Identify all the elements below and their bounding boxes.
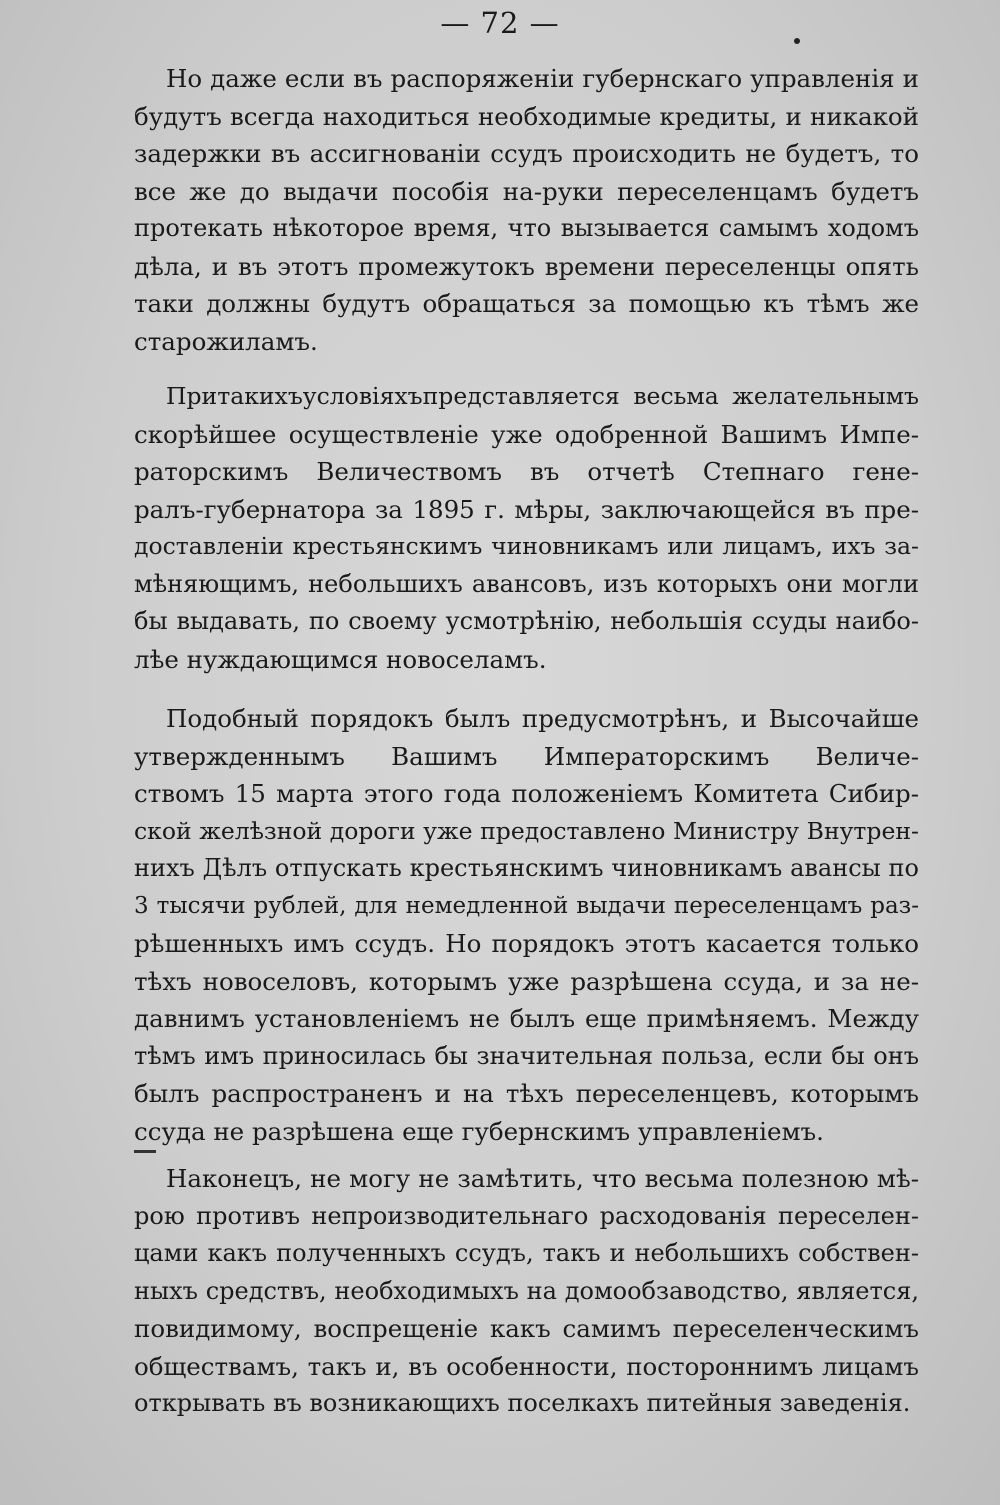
text-line: Притакихъусловіяхъпредставляется весьма желательнымъ: [166, 382, 919, 410]
paragraph-4: [134, 1160, 919, 1423]
text-line: таки должны будутъ обращаться за помощью къ тѣмъ же: [134, 289, 919, 318]
text-line: ствомъ 15 марта этого года положеніемъ Комитета Сибир-: [134, 779, 919, 808]
text-line: будутъ всегда находиться необходимые кредиты, и никакой: [134, 101, 919, 131]
text-line: утвержденнымъ Вашимъ Императорскимъ Величе-: [134, 741, 919, 771]
text-line: мѣняющимъ, небольшихъ авансовъ, изъ которыхъ они могли: [134, 569, 919, 598]
text-line: тѣхъ новоселовъ, которымъ уже разрѣшена ссуда, и за не-: [134, 966, 919, 996]
text-line: былъ распространенъ и на тѣхъ переселенцевъ, которымъ: [134, 1079, 919, 1108]
text-line: ссуда не разрѣшена еще губернскимъ управленіемъ.: [134, 1116, 824, 1146]
text-line: ралъ-губернатора за 1895 г. мѣры, заключающейся въ пре-: [134, 494, 919, 524]
text-line: ской желѣзной дороги уже предоставлено Министру Внутрен-: [134, 816, 919, 845]
text-line: скорѣйшее осуществленіе уже одобренной Вашимъ Импе-: [134, 419, 919, 449]
text-line: бы выдавать, по своему усмотрѣнію, небольшія ссуды наибо-: [134, 607, 919, 635]
text-line: 3 тысячи рублей, для немедленной выдачи переселенцамъ раз-: [134, 892, 919, 919]
text-line: старожиламъ.: [134, 326, 318, 356]
text-line: обществамъ, такъ и, въ особенности, постороннимъ лицамъ: [134, 1351, 919, 1381]
text-line: задержки въ ассигнованіи ссудъ происходить не будетъ, то: [134, 139, 919, 168]
text-line: открывать въ возникающихъ поселкахъ питейныя заведенія.: [134, 1389, 911, 1417]
text-line: дѣла, и въ этотъ промежутокъ времени переселенцы опять: [134, 251, 919, 281]
text-line: все же до выдачи пособія на-руки переселенцамъ будетъ: [134, 176, 919, 206]
text-line: раторскимъ Величествомъ въ отчетѣ Степнаго гене-: [134, 457, 919, 486]
text-line: ныхъ средствъ, необходимыхъ на домообзаводство, является,: [134, 1276, 919, 1305]
text-line: рою противъ непроизводительнаго расходованія переселен-: [134, 1201, 919, 1230]
text-line: протекать нѣкоторое время, что вызывается самымъ ходомъ: [134, 214, 919, 242]
text-line: доставленіи крестьянскимъ чиновникамъ или лицамъ, ихъ за-: [134, 532, 919, 560]
paragraph-2: [134, 378, 919, 678]
paragraph-3: [134, 700, 919, 1150]
text-line: повидимому, воспрещеніе какъ самимъ переселенческимъ: [134, 1314, 919, 1343]
text-line: Подобный порядокъ былъ предусмотрѣнъ, и Высочайше: [166, 704, 919, 733]
text-line: лѣе нуждающимся новоселамъ.: [134, 644, 547, 674]
text-line: тѣмъ имъ приносилась бы значительная польза, если бы онъ: [134, 1041, 919, 1070]
text-line: нихъ Дѣлъ отпускать крестьянскимъ чиновникамъ авансы по: [134, 854, 919, 882]
text-line: Наконецъ, не могу не замѣтить, что весьма полезною мѣ-: [166, 1164, 919, 1193]
text-line: цами какъ полученныхъ ссудъ, такъ и небольшихъ собствен-: [134, 1239, 919, 1267]
ink-dot: [794, 38, 800, 44]
text-line: Но даже если въ распоряженіи губернскаго управленія и: [166, 64, 919, 93]
paragraph-1: [134, 60, 919, 360]
margin-dash: [134, 1150, 156, 1153]
text-line: рѣшенныхъ имъ ссудъ. Но порядокъ этотъ касается только: [134, 929, 919, 958]
page-number: — 72 —: [440, 6, 560, 40]
text-line: давнимъ установленіемъ не былъ еще примѣняемъ. Между: [134, 1004, 919, 1033]
